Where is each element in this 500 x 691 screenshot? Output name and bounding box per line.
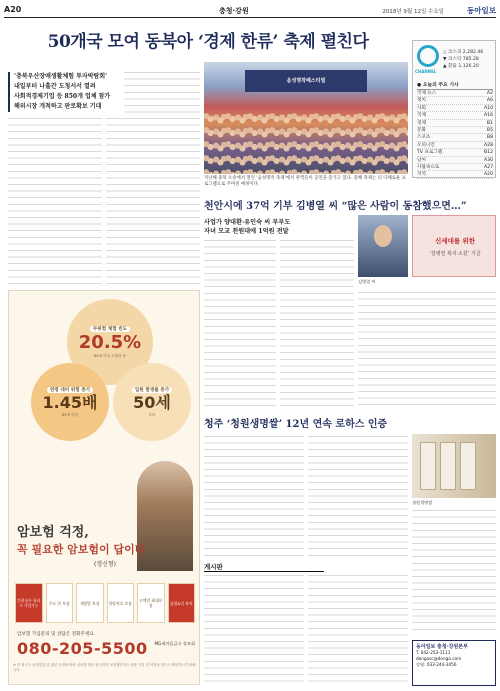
index-item-label: 정치 <box>417 98 426 104</box>
article-deck <box>8 72 120 112</box>
index-item-page: A27 <box>484 164 493 170</box>
portrait-caption: 김병열 씨 <box>358 279 376 284</box>
index-item[interactable] <box>417 164 493 171</box>
ad-slogan-note: (갱신형) <box>93 561 117 568</box>
bureau-contact-box <box>412 640 496 686</box>
index-item-label: 지역 <box>417 172 426 178</box>
phone-number-link[interactable]: 080-205-5500 <box>17 639 148 658</box>
index-item[interactable] <box>417 157 493 164</box>
index-item[interactable] <box>417 90 493 97</box>
stat-value: 1.45배 <box>42 392 98 412</box>
deck-line: 내일부터 나흘간 도청서서 열려 <box>14 83 96 90</box>
contact-line: 강원: 033-244-3456 <box>416 662 457 667</box>
channel-logo-icon <box>417 45 439 67</box>
index-item-label: 날씨 <box>417 157 426 163</box>
stat-value: 20.5% <box>78 331 142 353</box>
article2-headline: 천안시에 37억 기부 김병열 씨 “많은 사람이 동참했으면…” <box>204 201 467 212</box>
article2-body-column <box>358 292 496 410</box>
bulletin-column <box>204 575 304 685</box>
insurance-advertisement[interactable] <box>8 290 200 685</box>
index-title: ● 오늘의 주요 기사 <box>417 81 493 90</box>
donation-sub: ‘김병열 복지·소원’ 기금 <box>429 251 481 257</box>
main-headline: 50개국 모여 동북아 ‘경제 한류’ 축제 펼친다 <box>47 32 369 52</box>
index-item-label: 오피니언 <box>417 142 435 148</box>
bulletin-column <box>308 575 408 685</box>
article-body-column <box>124 72 200 114</box>
stat-label: 입원 발생률 증가 <box>132 387 172 393</box>
deck-line: 해외시장 개척하고 판로확보 기대 <box>14 103 102 110</box>
article-body-column <box>8 118 102 286</box>
article2-body-column <box>280 240 354 410</box>
market-figures <box>443 49 483 70</box>
article3-headline: 청주 ‘청원생명쌀’ 12년 연속 로하스 인증 <box>204 419 388 430</box>
portrait-photo <box>358 215 408 277</box>
market-figure: ▼ 코스닥 785.28 <box>443 57 479 62</box>
index-item-label: 스포츠 <box>417 135 431 141</box>
phone-label: 암보험 가입문의 및 상담은 전화주세요. <box>17 632 96 637</box>
index-item[interactable] <box>417 120 493 127</box>
index-item-page: B1 <box>486 120 493 126</box>
stage-banner: 음성명작페스티벌 <box>245 70 367 92</box>
bulletin-title: 게시판 <box>204 562 324 572</box>
newspaper-logo: 동아일보 <box>467 6 496 15</box>
index-item[interactable] <box>417 142 493 149</box>
rice-product-photo <box>412 434 496 498</box>
festival-photo <box>204 62 408 174</box>
index-item-page: A10 <box>484 105 493 111</box>
index-item-page: A20 <box>484 172 493 178</box>
index-item[interactable] <box>417 149 493 156</box>
index-item-page: A2 <box>486 91 493 96</box>
index-item-page: B5 <box>486 127 493 133</box>
index-item[interactable] <box>417 105 493 112</box>
feature-tile: 재발암 보장 <box>76 583 104 623</box>
index-item-label: 국제 <box>417 113 426 119</box>
index-item[interactable] <box>417 112 493 119</box>
index-item[interactable] <box>417 127 493 134</box>
feature-tile: 고액암 최대보장 <box>137 583 165 623</box>
contact-line: T. 042-253-1111 <box>416 650 451 655</box>
subhead-line: 자녀 모교 천원대에 1억원 전달 <box>204 228 289 235</box>
stat-note: 부터 <box>148 412 156 417</box>
rice-caption: 청원생명쌀 <box>412 500 433 505</box>
index-item-page: B8 <box>486 135 493 141</box>
feature-tile: 항암치료 보장 <box>107 583 135 623</box>
stat-circle <box>31 363 109 441</box>
feature-tile: 간편심사 통과시 가입가능 <box>15 583 43 623</box>
ad-footnote: ※ 이 광고는 보험업법 및 관련 규정에 따라 심의를 받은 광고이며 보험계약자는 상품 가입 전 약관을 반드시 확인하시기 바랍니다. <box>13 663 196 672</box>
index-list <box>417 90 493 179</box>
market-figure: △ 코스피 2,282.46 <box>443 50 484 55</box>
index-item-page: A16 <box>484 113 493 119</box>
crowd-graphic <box>204 112 408 174</box>
stat-label: 연령 대비 위험 증가 <box>47 387 93 393</box>
stat-value: 50세 <box>133 392 171 412</box>
index-item-label: 경제 <box>417 120 426 126</box>
article3-body-column <box>204 436 304 556</box>
issue-date: 2018년 9월 12일 수요일 <box>382 9 444 15</box>
feature-tile: 주요 암 보장 <box>46 583 74 623</box>
article3-body-column <box>412 510 496 635</box>
index-item-label: TV 프로그램 <box>417 150 443 156</box>
rice-bag-graphic <box>460 442 476 490</box>
article2-body-column <box>204 240 276 410</box>
stat-circle <box>113 363 191 441</box>
subhead-line: 사업가 양대환·유인숙 씨 부부도 <box>204 219 291 226</box>
index-item-label: 문화 <box>417 127 426 133</box>
masthead <box>4 4 496 18</box>
index-item-label: 국제 뉴스 <box>417 91 437 96</box>
advertiser-brand: MG새마을금고 상조회 <box>154 641 195 646</box>
rice-bag-graphic <box>440 442 456 490</box>
channel-label: CHANNEL <box>415 69 437 74</box>
stat-label: 무위험 체험 빈도 <box>90 326 130 332</box>
rice-bag-graphic <box>420 442 436 490</box>
stat-note: 65세 이상 <box>61 412 79 417</box>
index-item-label: 사회 <box>417 105 426 111</box>
contact-title: 동아일보 충청·강원본부 <box>416 644 468 650</box>
index-item-label: 사람속으로 <box>417 164 440 170</box>
index-item[interactable] <box>417 97 493 104</box>
face-graphic <box>374 225 392 247</box>
donation-photo <box>412 215 496 277</box>
index-item-page: B12 <box>484 150 493 156</box>
ad-slogan-highlight: 꼭 필요한 암보험이 답이다 <box>17 543 146 556</box>
article2-subhead <box>204 218 352 236</box>
index-item-page: A30 <box>484 157 493 163</box>
page-number: A20 <box>4 5 22 14</box>
feature-tile: 슬림&덕 특약 <box>168 583 196 623</box>
article3-body-column <box>308 436 408 556</box>
donation-title: 신세대를 위한 <box>435 237 475 245</box>
index-item[interactable] <box>417 171 493 178</box>
stat-note: 80세 이상 고령자 중 <box>93 353 127 358</box>
article-body-column <box>106 118 200 286</box>
index-item-page: A28 <box>484 142 493 148</box>
index-box <box>412 40 496 178</box>
ad-slogan: 암보험 걱정, <box>17 525 89 540</box>
index-item[interactable] <box>417 134 493 141</box>
photo-caption: 지난해 충북 오송에서 열린 ‘음성명작 축제’에서 관객들이 공연을 즐기고 있다. 올해 축제는 더 다채로운 프로그램으로 꾸며질 예정이다. <box>204 176 406 187</box>
deck-line: 사회적경제기업 등 850개 업체 참가 <box>14 93 111 100</box>
deck-line: ‘충북우산장애생활체험 투자박람회’ <box>14 73 108 80</box>
index-item-page: A6 <box>486 98 493 104</box>
contact-line[interactable]: dongasc@donga.com <box>416 656 462 661</box>
market-figure: ▲ 환율 1,126.20 <box>443 64 479 69</box>
section-title: 충청·강원 <box>219 7 249 15</box>
feature-tiles <box>15 583 195 623</box>
